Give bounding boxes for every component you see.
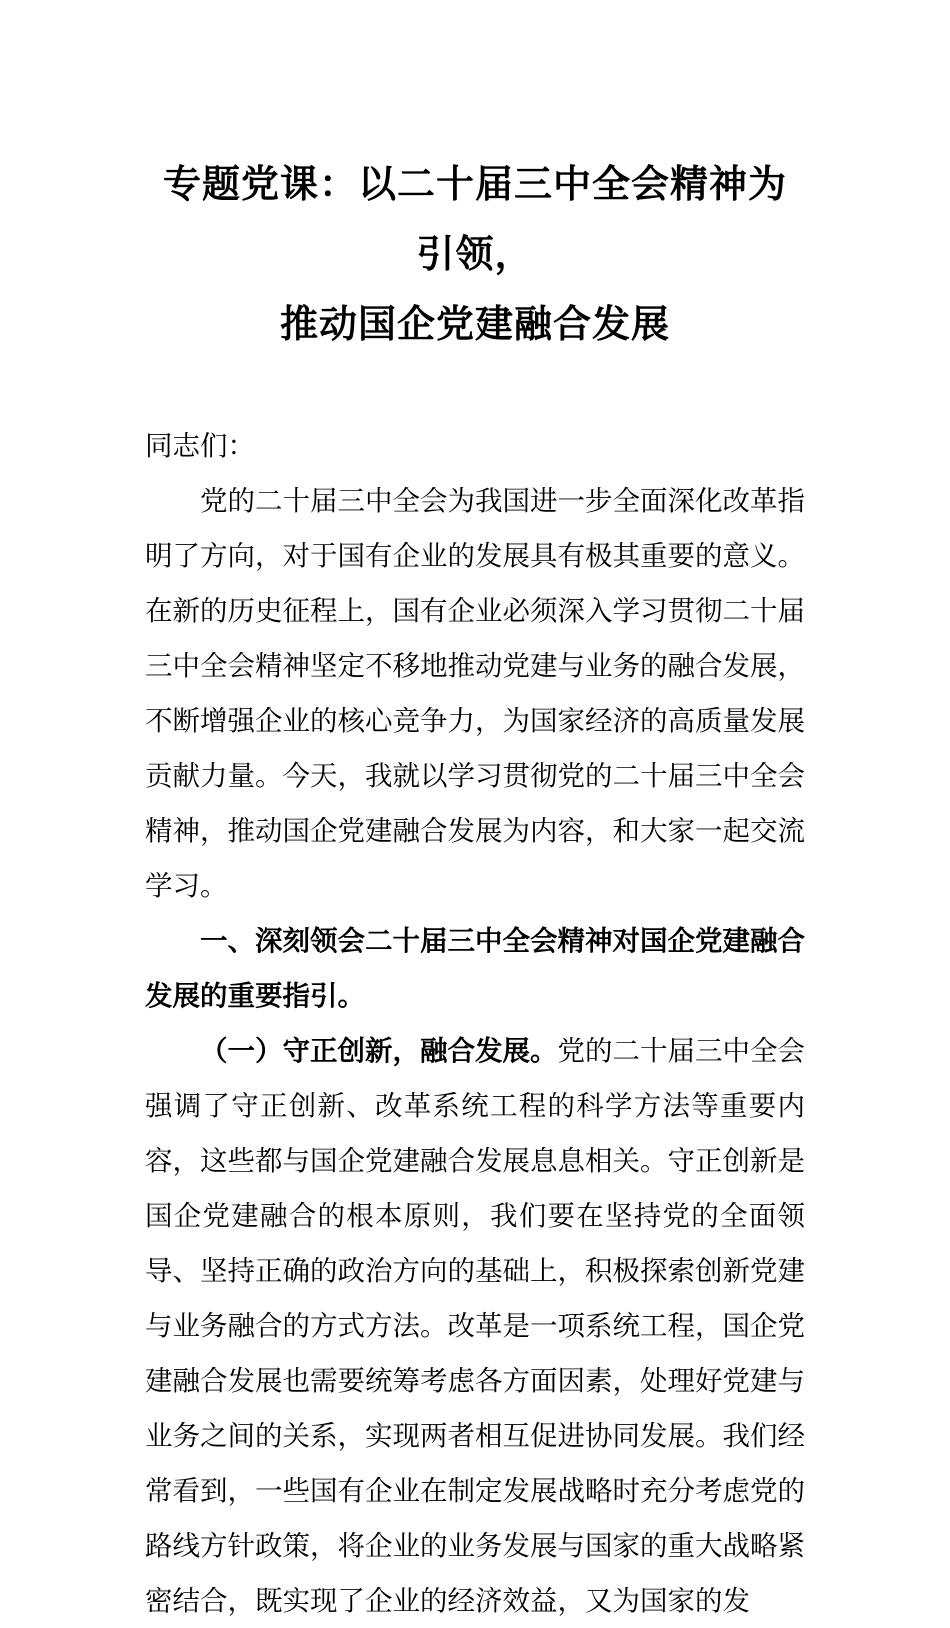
section-heading-1: 一、深刻领会二十届三中全会精神对国企党建融合发展的重要指引。: [145, 925, 805, 1011]
paragraph-intro: 党的二十届三中全会为我国进一步全面深化改革指明了方向，对于国有企业的发展具有极其重要的意义。在新的历史征程上，国有企业必须深入学习贯彻二十届三中全会精神坚定不移地推动党建与业务的融合发展，不断增强企业的核心竞争力，为国家经济的高质量发展贡献力量。今天，我就以学习贯彻党的二十届三中全会精神，推动国企党建融合发展为内容，和大家一起交流学习。: [145, 485, 805, 901]
paragraph-section-1-1-text: 党的二十届三中全会强调了守正创新、改革系统工程的科学方法等重要内容，这些都与国企党建融合发展息息相关。守正创新是国企党建融合的根本原则，我们要在坚持党的全面领导、坚持正确的政治方向的基础上，积极探索创新党建与业务融合的方式方法。改革是一项系统工程，国企党建融合发展也需要统筹考虑各方面因素，处理好党建与业务之间的关系，实现两者相互促进协同发展。我们经常看到，一些国有企业在制定发展战略时充分考虑党的路线方针政策，将企业的业务发展与国家的重大战略紧密结合，既实现了企业的经济效益，又为国家的发: [145, 1035, 805, 1616]
title-line-2: 推动国企党建融合发展: [279, 304, 670, 346]
document-body: [145, 418, 805, 1628]
title-line-1: 专题党课：以二十届三中全会精神为引领，: [162, 164, 787, 276]
paragraph-section-1-1: [145, 1023, 805, 1628]
paragraph-section-1-1-lead: （一）守正创新，融合发展。: [200, 1035, 558, 1066]
document-title: [145, 150, 805, 360]
salutation: 同志们：: [145, 430, 255, 461]
